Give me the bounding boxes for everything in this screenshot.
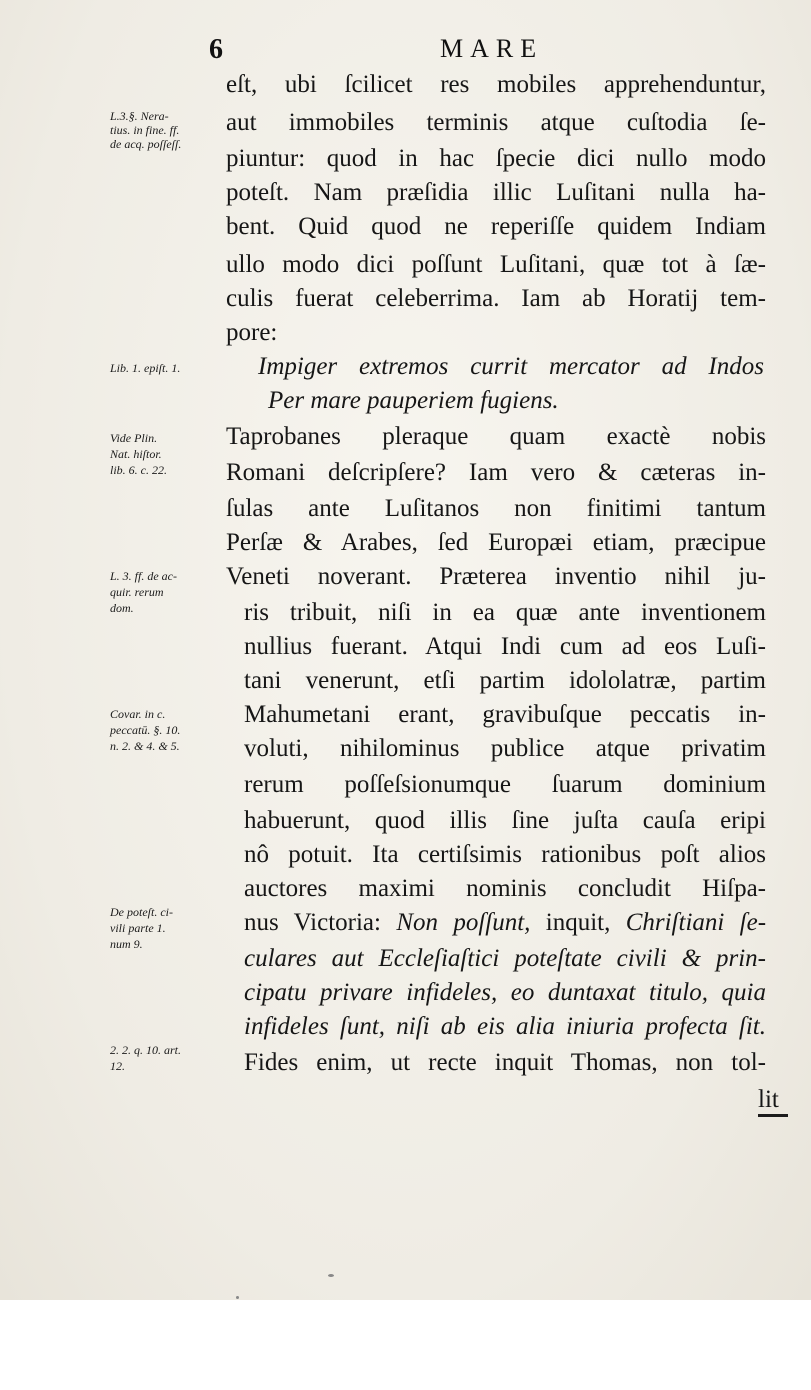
margin-note: Covar. in c. — [110, 707, 166, 721]
text-line: auctores maximi nominis concludit Hiſpa- — [244, 875, 766, 902]
margin-note: Nat. hiſtor. — [110, 447, 162, 461]
text-line: Veneti noverant. Præterea inventio nihil ju- — [226, 563, 766, 590]
text-line: cipatu privare infideles, eo duntaxat titulo, quia — [244, 979, 766, 1006]
text-line: Mahumetani erant, gravibuſque peccatis in- — [244, 701, 766, 728]
text-line: nullius fuerant. Atqui Indi cum ad eos Luſi- — [244, 633, 766, 660]
text-line: piuntur: quod in hac ſpecie dici nullo modo — [226, 145, 766, 172]
running-head: MARE — [440, 34, 544, 63]
text-line — [244, 908, 766, 938]
margin-note: de acq. poſſeſſ. — [110, 137, 182, 151]
text-line: ſulas ante Luſitanos non finitimi tantum — [226, 495, 766, 522]
margin-note: De poteſt. ci- — [110, 905, 173, 919]
text-line: Fides enim, ut recte inquit Thomas, non tol- — [244, 1049, 766, 1076]
text-line: culis fuerat celeberrima. Iam ab Horatij tem- — [226, 285, 766, 312]
margin-note: quir. rerum — [110, 585, 164, 599]
text-line: eſt, ubi ſcilicet res mobiles apprehenduntur, — [226, 71, 766, 98]
text-line: culares aut Eccleſiaſtici poteſtate civili & prin- — [244, 945, 766, 972]
text-line: aut immobiles terminis atque cuſtodia ſe- — [226, 109, 766, 136]
margin-note: L. 3. ff. de ac- — [110, 569, 177, 583]
margin-note: lib. 6. c. 22. — [110, 463, 167, 477]
text-line: tani venerunt, etſi partim idololatræ, partim — [244, 667, 766, 694]
verse-line: Impiger extremos currit mercator ad Indos — [258, 353, 764, 380]
margin-note: L.3.§. Nera- — [110, 109, 169, 123]
margin-note: vili parte 1. — [110, 921, 166, 935]
text-line: Taprobanes pleraque quam exactè nobis — [226, 423, 766, 450]
text-run: nus Victoria: — [244, 909, 381, 936]
text-line: ris tribuit, niſi in ea quæ ante inventionem — [244, 599, 766, 626]
catchword-underline — [758, 1114, 788, 1117]
catchword: lit — [758, 1086, 779, 1113]
margin-note: tius. in fine. ff. — [110, 123, 180, 137]
text-line: voluti, nihilominus publice atque privatim — [244, 735, 766, 762]
margin-note: 12. — [110, 1059, 125, 1073]
text-line: Perſæ & Arabes, ſed Europæi etiam, præcipue — [226, 529, 766, 556]
margin-note: dom. — [110, 601, 134, 615]
margin-note: Vide Plin. — [110, 431, 158, 445]
margin-note: peccatū. §. 10. — [110, 723, 181, 737]
text-line: rerum poſſeſsionumque ſuarum dominium — [244, 771, 766, 798]
text-line: poteſt. Nam præſidia illic Luſitani nulla ha- — [226, 179, 766, 206]
text-line: habuerunt, quod illis ſine juſta cauſa eripi — [244, 807, 766, 834]
margin-note: num 9. — [110, 937, 143, 951]
text-line: ullo modo dici poſſunt Luſitani, quæ tot à ſæ- — [226, 251, 766, 278]
verse-line: Per mare pauperiem fugiens. — [268, 387, 559, 414]
text-run-italic: Chriſtiani ſe- — [625, 909, 767, 936]
text-line: nô potuit. Ita certiſsimis rationibus poſt alios — [244, 841, 766, 868]
paper-speck — [236, 1296, 239, 1299]
text-line: Romani deſcripſere? Iam vero & cæteras in- — [226, 459, 766, 486]
margin-note: 2. 2. q. 10. art. — [110, 1043, 182, 1057]
text-line: pore: — [226, 319, 278, 346]
text-line: bent. Quid quod ne reperiſſe quidem Indiam — [226, 213, 766, 240]
paper-speck — [328, 1274, 334, 1277]
text-run-italic: Non poſſunt, — [396, 909, 531, 936]
margin-note: n. 2. & 4. & 5. — [110, 739, 180, 753]
margin-note: Lib. 1. epiſt. 1. — [110, 361, 181, 375]
text-run: inquit, — [545, 909, 611, 936]
page-number: 6 — [209, 34, 223, 65]
text-line: infideles ſunt, niſi ab eis alia iniuria profecta ſit. — [244, 1013, 766, 1040]
